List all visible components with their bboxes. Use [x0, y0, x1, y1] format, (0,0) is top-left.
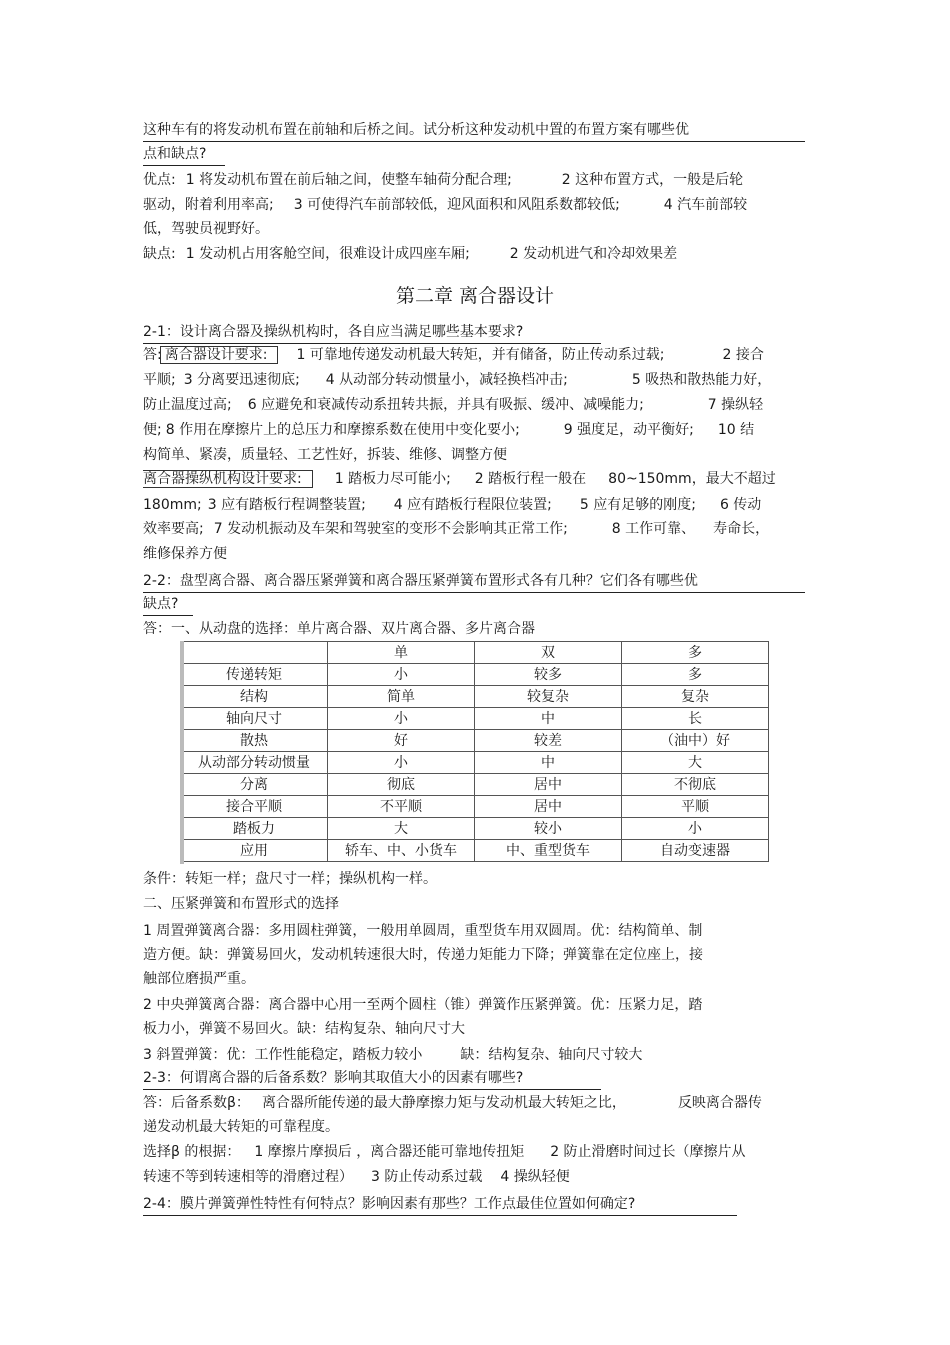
question-2-2-line2: 缺点?	[143, 594, 193, 616]
question-2-1: 2-1：设计离合器及操纵机构时，各自应当满足哪些基本要求?	[143, 322, 601, 344]
answer-2-1-line5: 构简单、紧凑，质量轻、工艺性好，拆装、维修、调整方便	[143, 447, 507, 463]
table-row	[181, 708, 769, 730]
table-row-label: 应用	[181, 840, 328, 862]
intro-advantages-line1: 优点: 1 将发动机布置在前后轴之间，使整车轴荷分配合理; 2 这种布置方式，一般是后轮	[143, 172, 744, 188]
intro-question-line1: 这种车有的将发动机布置在前轴和后桥之间。试分析这种发动机中置的布置方案有哪些优	[143, 120, 805, 142]
table-row	[181, 730, 769, 752]
table-cell: 大	[328, 818, 475, 840]
peripheral-spring-line2: 造方便。缺：弹簧易回火，发动机转速很大时，传递力矩能力下降；弹簧靠在定位座上，接	[143, 947, 703, 963]
table-cell: 自动变速器	[622, 840, 769, 862]
answer-2-1-line1: 答: 离合器设计要求: 1 可靠地传递发动机最大转矩，并有储备，防止传动系过载; 2 接合	[143, 347, 764, 363]
table-cell: 居中	[475, 774, 622, 796]
table-row-label: 接合平顺	[181, 796, 328, 818]
table-cell: 中	[475, 708, 622, 730]
table-header-cell: 双	[475, 642, 622, 664]
table-row-label: 踏板力	[181, 818, 328, 840]
question-2-2-line1: 2-2：盘型离合器、离合器压紧弹簧和离合器压紧弹簧布置形式各有几种？它们各有哪些优	[143, 571, 805, 593]
table-row	[181, 840, 769, 862]
inclined-spring: 3 斜置弹簧：优：工作性能稳定，踏板力较小 缺：结构复杂、轴向尺寸较大	[143, 1047, 643, 1063]
table-cell: 好	[328, 730, 475, 752]
table-cell: 小	[622, 818, 769, 840]
answer-2-1-line7: 180mm; 3 应有踏板行程调整装置; 4 应有踏板行程限位装置; 5 应有足够的刚度; 6 传动	[143, 497, 762, 513]
answer-2-1-line2: 平顺; 3 分离要迅速彻底; 4 从动部分转动惯量小，减轻换档冲击; 5 吸热和散热能力好，	[143, 372, 772, 388]
table-cell: 居中	[475, 796, 622, 818]
table-cell: 长	[622, 708, 769, 730]
peripheral-spring-line1: 1 周置弹簧离合器：多用圆柱弹簧，一般用单圆周，重型货车用双圆周。优：结构简单、制	[143, 923, 703, 939]
table-row	[181, 774, 769, 796]
table-cell: 较多	[475, 664, 622, 686]
answer-2-3-line2: 递发动机最大转矩的可靠程度。	[143, 1119, 339, 1135]
driven-disc-comparison-table	[180, 641, 768, 864]
table-cell: 多	[622, 664, 769, 686]
answer-2-3-line1: 答：后备系数β： 离合器所能传递的最大静摩擦力矩与发动机最大转矩之比， 反映离合器传	[143, 1095, 762, 1111]
table-row-label: 分离	[181, 774, 328, 796]
table-header-cell	[181, 642, 328, 664]
table-row	[181, 752, 769, 774]
clutch-requirements-label: 离合器设计要求:	[160, 346, 279, 364]
table-row-label: 散热	[181, 730, 328, 752]
table-cell: 小	[328, 664, 475, 686]
table-condition: 条件：转矩一样；盘尺寸一样；操纵机构一样。	[143, 871, 437, 887]
table-cell: 复杂	[622, 686, 769, 708]
table-cell: 平顺	[622, 796, 769, 818]
table-row	[181, 818, 769, 840]
table-cell: 较复杂	[475, 686, 622, 708]
table-cell: 彻底	[328, 774, 475, 796]
chapter-title: 第二章 离合器设计	[395, 285, 555, 307]
table-row	[181, 686, 769, 708]
table-cell: 小	[328, 752, 475, 774]
table-cell: 大	[622, 752, 769, 774]
answer-2-1-line3: 防止温度过高; 6 应避免和衰减传动系扭转共振，并具有吸振、缓冲、减噪能力; 7 操纵轻	[143, 397, 764, 413]
table-cell: 较差	[475, 730, 622, 752]
table-cell: 不平顺	[328, 796, 475, 818]
table-header-cell: 多	[622, 642, 769, 664]
table-row-label: 从动部分转动惯量	[181, 752, 328, 774]
table-cell: 较小	[475, 818, 622, 840]
table-cell: （油中）好	[622, 730, 769, 752]
answer-2-3-line3: 选择β 的根据： 1 摩擦片摩损后 ，离合器还能可靠地传扭矩 2 防止滑磨时间过长（摩擦片从	[143, 1144, 746, 1160]
table-cell: 小	[328, 708, 475, 730]
answer-2-2-intro: 答：一、从动盘的选择：单片离合器、双片离合器、多片离合器	[143, 621, 535, 637]
table-row	[181, 664, 769, 686]
table-row-label: 轴向尺寸	[181, 708, 328, 730]
answer-2-1-line6: 离合器操纵机构设计要求: 1 踏板力尽可能小; 2 踏板行程一般在 80~150mm，最大不超过	[143, 471, 776, 487]
table-row-label: 传递转矩	[181, 664, 328, 686]
table-cell: 中、重型货车	[475, 840, 622, 862]
question-2-4: 2-4：膜片弹簧弹性特性有何特点？影响因素有那些？工作点最佳位置如何确定?	[143, 1194, 737, 1216]
table-header-row	[181, 642, 769, 664]
peripheral-spring-line3: 触部位磨损严重。	[143, 971, 255, 987]
table-cell: 轿车、中、小货车	[328, 840, 475, 862]
question-2-3: 2-3：何谓离合器的后备系数？影响其取值大小的因素有哪些?	[143, 1068, 601, 1090]
answer-2-1-line4: 便; 8 作用在摩擦片上的总压力和摩擦系数在使用中变化要小; 9 强度足，动平衡好; 10 结	[143, 422, 755, 438]
answer-2-3-line4: 转速不等到转速相等的滑磨过程） 3 防止传动系过载 4 操纵轻便	[143, 1169, 570, 1185]
table-row-label: 结构	[181, 686, 328, 708]
table-cell: 中	[475, 752, 622, 774]
central-spring-line2: 板力小，弹簧不易回火。缺：结构复杂、轴向尺寸大	[143, 1021, 465, 1037]
intro-advantages-line2: 驱动，附着利用率高; 3 可使得汽车前部较低，迎风面积和风阻系数都较低; 4 汽车前部较	[143, 197, 748, 213]
intro-question-line2: 点和缺点?	[143, 144, 225, 166]
intro-disadvantages: 缺点: 1 发动机占用客舱空间，很难设计成四座车厢; 2 发动机进气和冷却效果差	[143, 246, 678, 262]
table-row	[181, 796, 769, 818]
table-cell: 简单	[328, 686, 475, 708]
central-spring-line1: 2 中央弹簧离合器：离合器中心用一至两个圆柱（锥）弹簧作压紧弹簧。优：压紧力足，踏	[143, 997, 703, 1013]
table-cell: 不彻底	[622, 774, 769, 796]
table-left-shade	[180, 641, 184, 864]
section-2-heading: 二、压紧弹簧和布置形式的选择	[143, 896, 339, 912]
answer-2-1-line8: 效率要高; 7 发动机振动及车架和驾驶室的变形不会影响其正常工作; 8 工作可靠、 寿命长，	[143, 521, 770, 537]
operating-mechanism-requirements-label: 离合器操纵机构设计要求:	[143, 470, 313, 488]
intro-advantages-line3: 低，驾驶员视野好。	[143, 221, 269, 237]
table-header-cell: 单	[328, 642, 475, 664]
answer-2-1-line9: 维修保养方便	[143, 546, 227, 562]
